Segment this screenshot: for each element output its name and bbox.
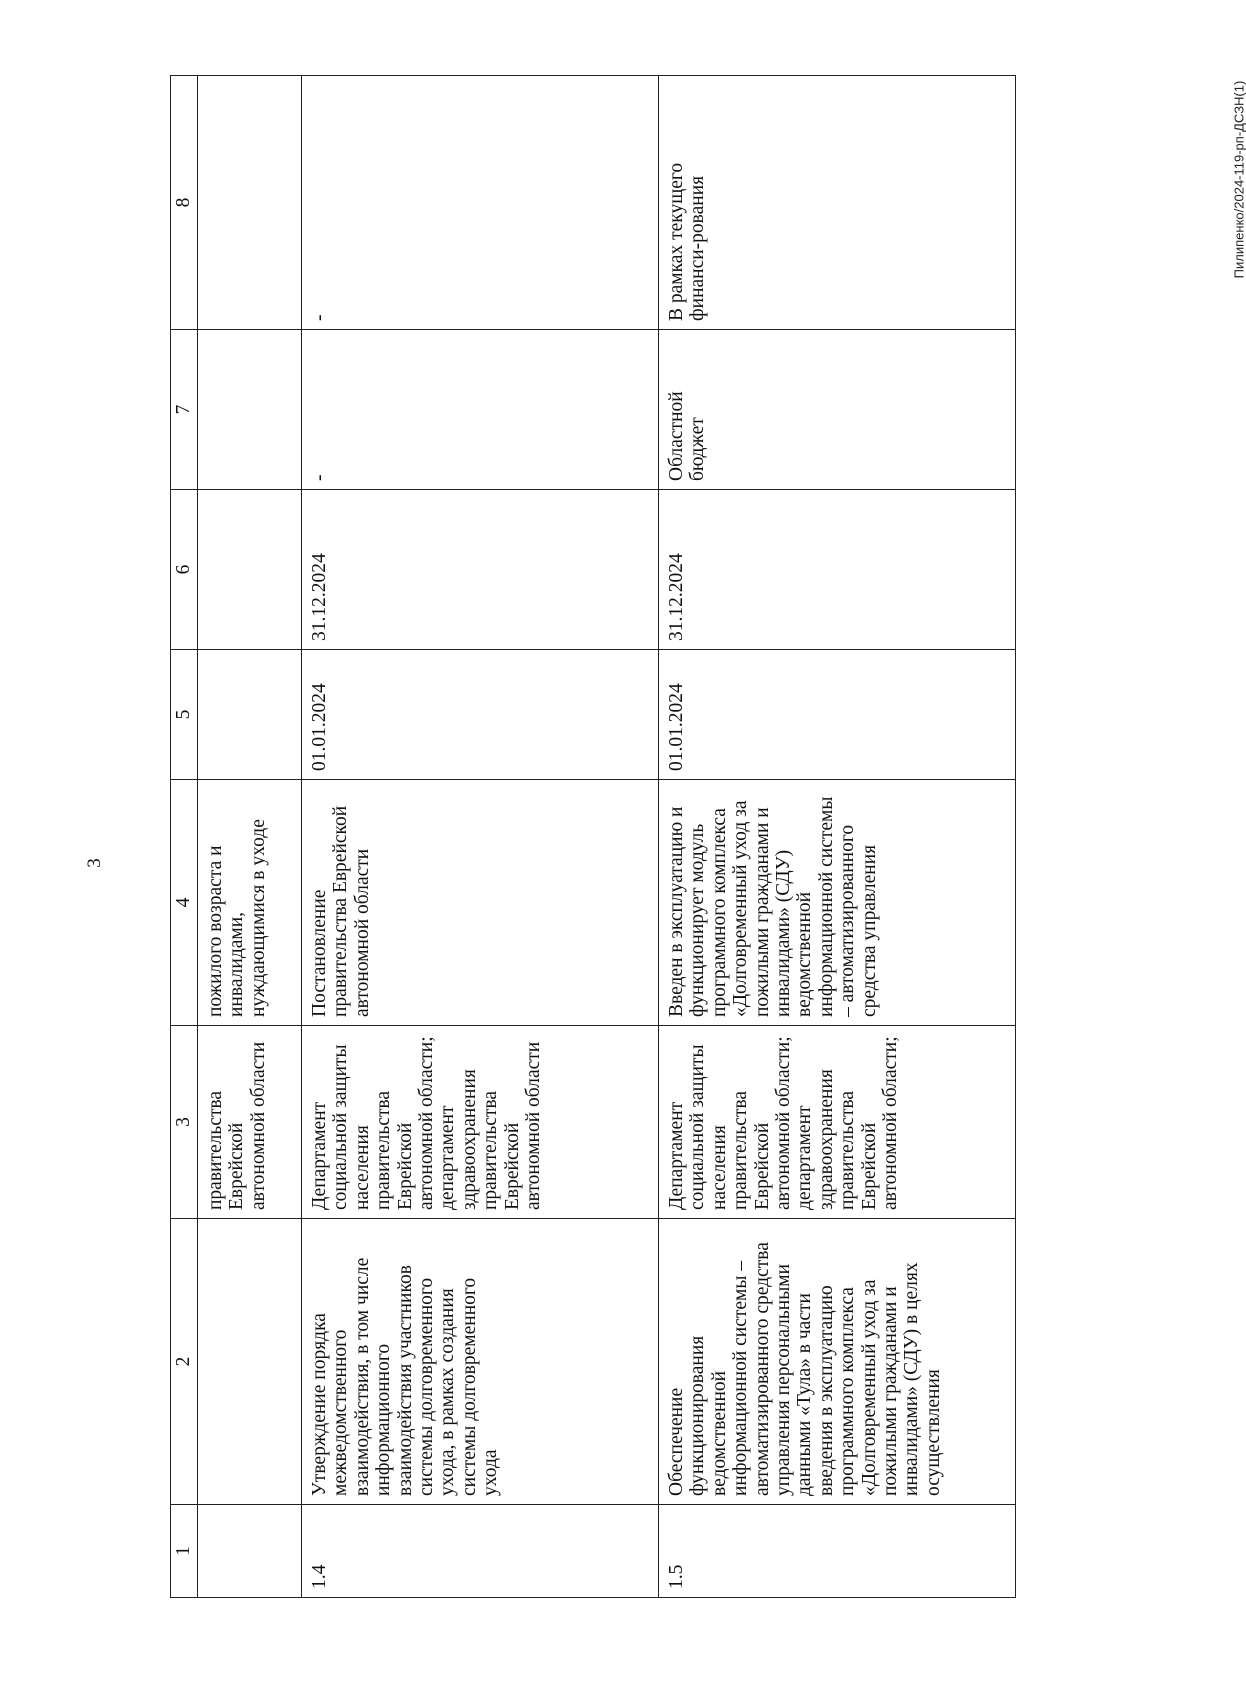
cell-amount [198, 76, 302, 330]
cell-action [198, 1219, 302, 1505]
column-header: 1 [171, 1505, 198, 1598]
cell-source: - [302, 330, 659, 490]
cell-executor: Департамент социальной защиты населения правительства Еврейской автономной области; департамент здравоохранения правительства Еврейской автономной области; [659, 1026, 1016, 1219]
cell-end-date [198, 490, 302, 650]
cell-result: Введен в эксплуатацию и функционирует модуль программного комплекса «Долговременный уход за пожилыми гражданами и инвалидами» (СДУ) ведомственной информационной системы – автоматизированного средства управления [659, 780, 1016, 1026]
column-header: 3 [171, 1026, 198, 1219]
cell-start-date: 01.01.2024 [302, 650, 659, 780]
table-row [659, 76, 1016, 1598]
rotated-table-container [170, 76, 1080, 1598]
cell-executor: правительства Еврейской автономной области [198, 1026, 302, 1219]
cell-start-date: 01.01.2024 [659, 650, 1016, 780]
table-row [302, 76, 659, 1598]
cell-action: Утверждение порядка межведомственного взаимодействия, в том числе информационного взаимодействия участников системы долговременного ухода, в рамках создания системы долговременного ухода [302, 1219, 659, 1505]
cell-number: 1.4 [302, 1505, 659, 1598]
rotated-table [170, 76, 1080, 1598]
cell-amount: - [302, 76, 659, 330]
cell-action: Обеспечение функционирования ведомственной информационной системы – автоматизированного средства управления персональными данными «Тула» в части введения в эксплуатацию программного комплекса «Долговременный уход за пожилыми гражданами и инвалидами» (СДУ) в целях осуществления [659, 1219, 1016, 1505]
column-header: 2 [171, 1219, 198, 1505]
document-code: Пилипенко/2024-119-рп-ДСЗН(1) [1231, 80, 1246, 279]
cell-number [198, 1505, 302, 1598]
column-header: 5 [171, 650, 198, 780]
header-row [171, 76, 198, 1598]
column-header: 4 [171, 780, 198, 1026]
cell-number: 1.5 [659, 1505, 1016, 1598]
cell-source: Областной бюджет [659, 330, 1016, 490]
cell-executor: Департамент социальной защиты населения правительства Еврейской автономной области; департамент здравоохранения правительства Еврейской автономной области [302, 1026, 659, 1219]
cell-start-date [198, 650, 302, 780]
cell-amount: В рамках текущего финанси-рования [659, 76, 1016, 330]
column-header: 7 [171, 330, 198, 490]
column-header: 6 [171, 490, 198, 650]
cell-result: пожилого возраста и инвалидами, нуждающимися в уходе [198, 780, 302, 1026]
cell-end-date: 31.12.2024 [302, 490, 659, 650]
action-plan-table [170, 75, 1016, 1598]
column-header: 8 [171, 76, 198, 330]
cell-result: Постановление правительства Еврейской автономной области [302, 780, 659, 1026]
table-row [198, 76, 302, 1598]
page-number: 3 [83, 858, 105, 868]
cell-source [198, 330, 302, 490]
cell-end-date: 31.12.2024 [659, 490, 1016, 650]
